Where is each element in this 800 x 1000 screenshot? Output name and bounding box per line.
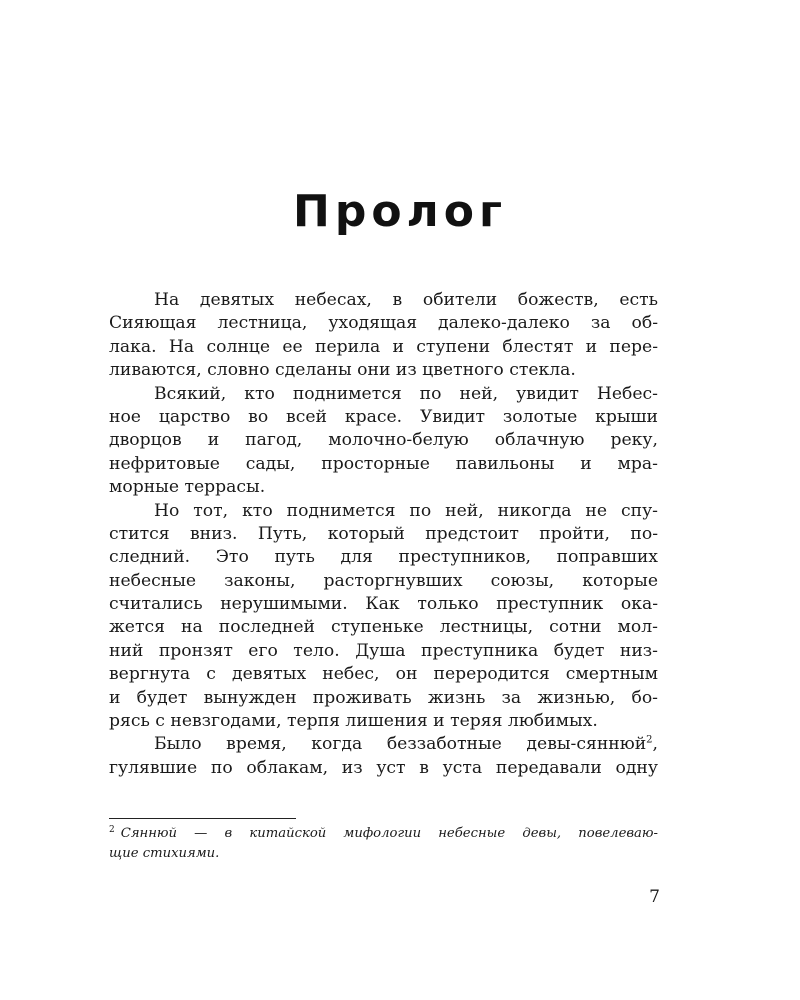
text-line: небесные законы, расторгнувших союзы, которые bbox=[109, 570, 658, 591]
text-line bbox=[109, 733, 658, 756]
text-line: лака. На солнце ее перила и ступени блестят и пере- bbox=[109, 336, 658, 357]
chapter-title: Пролог bbox=[293, 186, 507, 237]
text-line: ний пронзят его тело. Душа преступника будет низ- bbox=[109, 640, 658, 661]
page-number: 7 bbox=[649, 887, 660, 907]
footnote-text: Сяннюй — в китайской мифологии небесные девы, повелеваю- bbox=[120, 826, 658, 841]
text-line: следний. Это путь для преступников, поправших bbox=[109, 547, 658, 568]
paragraph-3 bbox=[109, 500, 658, 734]
text-line: ливаются, словно сделаны они из цветного стекла. bbox=[109, 360, 576, 381]
body-text bbox=[109, 289, 658, 780]
footnote bbox=[109, 824, 658, 864]
footnote-line bbox=[109, 824, 658, 844]
footnote-divider bbox=[109, 818, 296, 819]
text-line: рясь с невзгодами, терпя лишения и теряя любимых. bbox=[109, 711, 598, 732]
footnote-reference[interactable]: 2 bbox=[646, 734, 653, 746]
text-line: ное царство во всей красе. Увидит золотые крыши bbox=[109, 406, 658, 427]
footnote-marker: 2 bbox=[109, 824, 115, 835]
text-line: вергнута с девятых небес, он переродится смертным bbox=[109, 664, 658, 685]
text-line: стится вниз. Путь, который предстоит пройти, по- bbox=[109, 523, 658, 544]
text-segment: Было время, когда беззаботные девы-сяннюй bbox=[154, 734, 647, 755]
text-line: морные террасы. bbox=[109, 477, 266, 498]
paragraph-1 bbox=[109, 289, 658, 383]
text-line: жется на последней ступеньке лестницы, сотни мол- bbox=[109, 617, 658, 638]
text-line: считались нерушимыми. Как только преступник ока- bbox=[109, 594, 658, 615]
text-line: На девятых небесах, в обители божеств, есть bbox=[154, 290, 658, 310]
text-segment: , bbox=[652, 734, 658, 755]
text-line: Но тот, кто поднимется по ней, никогда не спу- bbox=[154, 500, 658, 521]
paragraph-4 bbox=[109, 733, 658, 780]
text-line: дворцов и пагод, молочно-белую облачную реку, bbox=[109, 430, 658, 451]
footnote-line: щие стихиями. bbox=[109, 846, 220, 861]
text-line: Сияющая лестница, уходящая далеко-далеко за об- bbox=[109, 313, 658, 334]
text-line: и будет вынужден проживать жизнь за жизнью, бо- bbox=[109, 687, 658, 708]
paragraph-2 bbox=[109, 383, 658, 500]
text-line: гулявшие по облакам, из уст в уста передавали одну bbox=[109, 757, 658, 778]
text-line: Всякий, кто поднимется по ней, увидит Небес- bbox=[154, 383, 658, 404]
text-line: нефритовые сады, просторные павильоны и мра- bbox=[109, 453, 658, 474]
